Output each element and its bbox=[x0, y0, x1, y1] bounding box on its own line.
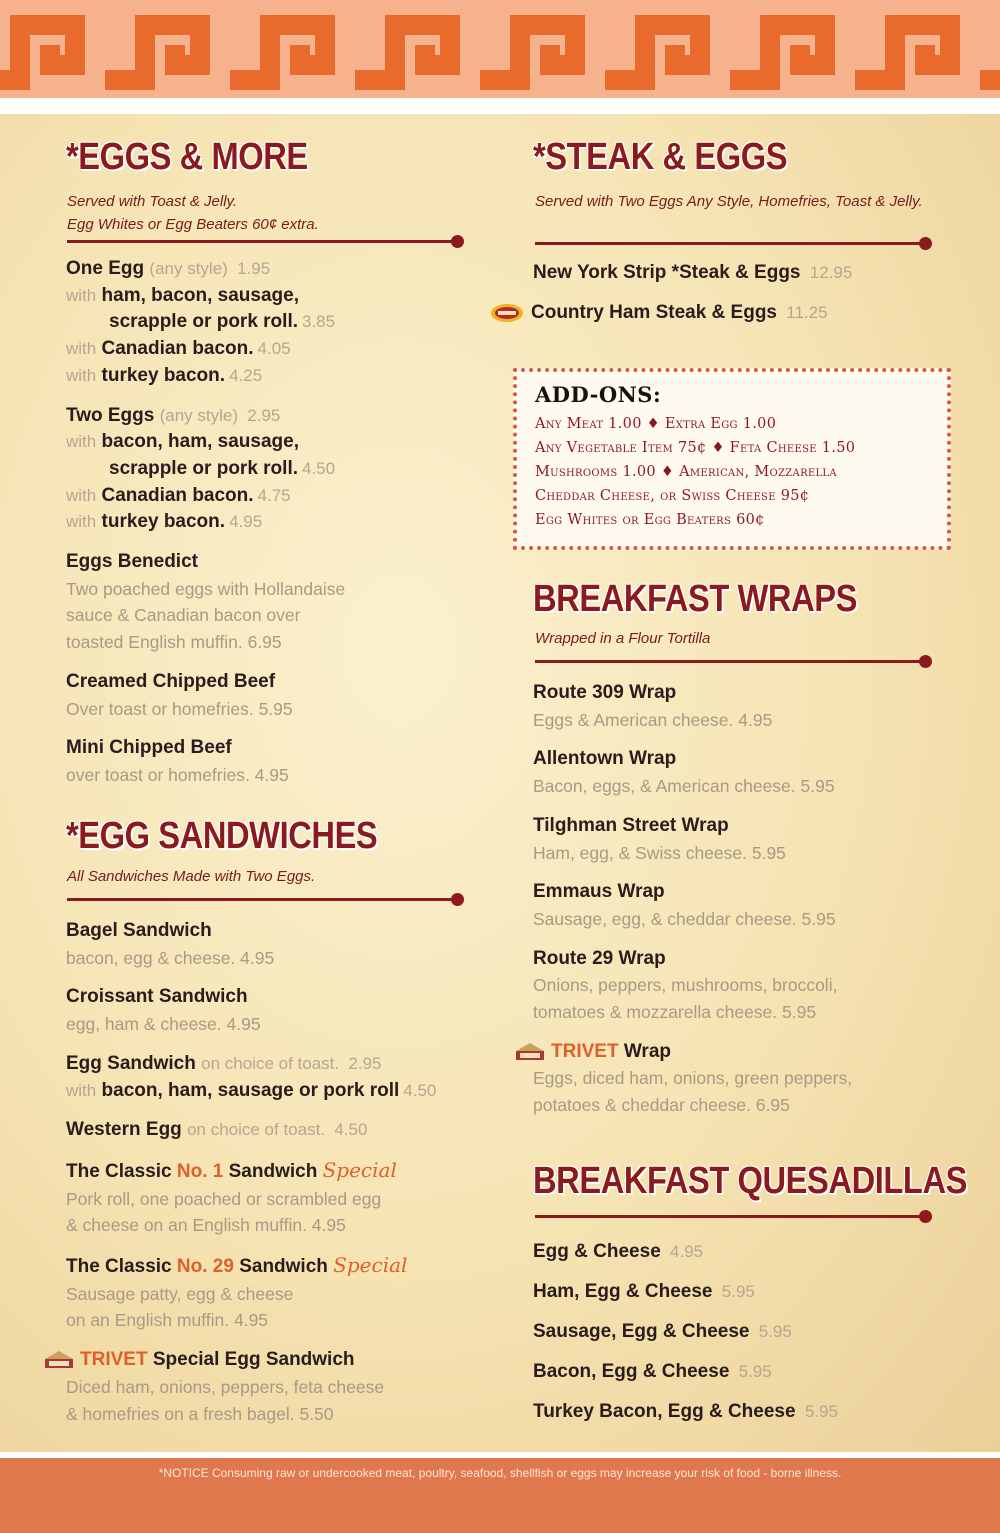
option-text: bacon, ham, sausage, bbox=[101, 431, 299, 453]
item-name-suffix: Sandwich bbox=[228, 1160, 318, 1182]
item-description: & homefries on a fresh bagel. 5.50 bbox=[66, 1403, 334, 1424]
item-option bbox=[66, 309, 345, 336]
add-on-line: Cheddar Cheese, or Swiss Cheese 95¢ bbox=[535, 488, 810, 504]
spacer bbox=[66, 971, 436, 984]
item-description: Two poached eggs with Hollandaise bbox=[66, 578, 346, 599]
food-safety-notice: *NOTICE Consuming raw or undercooked meat, poultry, seafood, shellfish or eggs may increase your risk of food - borne illness. bbox=[158, 1466, 842, 1480]
spacer bbox=[66, 656, 345, 669]
section-subtitle-steak-eggs: Served with Two Eggs Any Style, Homefries, Toast & Jelly. bbox=[535, 193, 923, 210]
item-description: Onions, peppers, mushrooms, broccoli, bbox=[533, 975, 838, 996]
menu-item-trivet-special-egg-sandwich bbox=[42, 1347, 436, 1374]
add-ons-box bbox=[513, 368, 951, 550]
menu-item-bagel-sandwich: Bagel Sandwich bbox=[66, 920, 212, 941]
trivet-brand: TRIVET bbox=[80, 1349, 148, 1371]
item-description: Sausage, egg, & cheddar cheese. 5.95 bbox=[533, 908, 836, 929]
item-option bbox=[66, 509, 345, 536]
spacer bbox=[66, 1144, 436, 1157]
add-on-line: Any Meat 1.00 ♦ Extra Egg 1.00 bbox=[535, 416, 777, 432]
section-title-eggs-more: *EGGS & MORE bbox=[66, 136, 308, 178]
spacer bbox=[533, 733, 852, 746]
with-label: with bbox=[66, 432, 97, 452]
item-name: Egg & Cheese bbox=[533, 1241, 661, 1262]
option-price: 4.50 bbox=[403, 1080, 437, 1100]
section-rule bbox=[67, 898, 457, 901]
menu-item-route-29-wrap: Route 29 Wrap bbox=[533, 947, 666, 969]
option-text: Canadian bacon. bbox=[101, 484, 254, 506]
item-name: Turkey Bacon, Egg & Cheese bbox=[533, 1401, 796, 1422]
menu-item-quesadilla bbox=[533, 1352, 838, 1392]
option-price: 4.25 bbox=[229, 365, 263, 385]
item-note: on choice of toast. bbox=[201, 1053, 340, 1073]
wrap-items bbox=[533, 680, 852, 1119]
item-description: potatoes & cheddar cheese. 6.95 bbox=[533, 1095, 790, 1116]
spacer bbox=[533, 1026, 852, 1039]
menu-item-eggs-benedict: Eggs Benedict bbox=[66, 551, 198, 573]
menu-item-route-309-wrap: Route 309 Wrap bbox=[533, 682, 677, 703]
hatfield-logo-icon bbox=[487, 302, 527, 324]
spacer bbox=[66, 722, 345, 735]
menu-item-classic-no29 bbox=[66, 1252, 436, 1281]
menu-item-croissant-sandwich: Croissant Sandwich bbox=[66, 986, 248, 1008]
spacer bbox=[533, 933, 852, 946]
item-name: Egg Sandwich bbox=[66, 1052, 196, 1074]
item-description: Pork roll, one poached or scrambled egg bbox=[66, 1188, 382, 1209]
item-description: sauce & Canadian bacon over bbox=[66, 605, 301, 626]
spacer bbox=[66, 1334, 436, 1347]
item-price: 11.25 bbox=[786, 302, 828, 322]
menu-item-country-ham bbox=[487, 300, 852, 327]
item-name: Ham, Egg & Cheese bbox=[533, 1281, 713, 1302]
add-on-line: Any Vegetable Item 75¢ ♦ Feta Cheese 1.50 bbox=[535, 440, 856, 456]
greek-key-pattern-icon bbox=[0, 0, 1000, 98]
menu-item-mini-chipped-beef: Mini Chipped Beef bbox=[66, 737, 232, 759]
item-description: Eggs, diced ham, onions, green peppers, bbox=[533, 1068, 853, 1089]
quesadilla-items bbox=[533, 1232, 838, 1432]
item-price: 2.95 bbox=[348, 1053, 382, 1073]
menu-item-quesadilla bbox=[533, 1392, 838, 1432]
item-option bbox=[66, 456, 345, 483]
egg-sandwich-items bbox=[66, 918, 436, 1427]
menu-item-allentown-wrap: Allentown Wrap bbox=[533, 748, 677, 770]
item-price: 4.95 bbox=[670, 1242, 704, 1261]
menu-item-quesadilla bbox=[533, 1272, 838, 1312]
section-subtitle-wraps: Wrapped in a Flour Tortilla bbox=[535, 630, 711, 647]
trivet-brand: TRIVET bbox=[551, 1040, 619, 1062]
item-name: The Classic bbox=[66, 1160, 172, 1182]
item-note: on choice of toast. bbox=[187, 1120, 326, 1140]
menu-item-emmaus-wrap: Emmaus Wrap bbox=[533, 881, 665, 903]
item-price: 5.95 bbox=[758, 1322, 792, 1341]
option-text: turkey bacon. bbox=[101, 364, 226, 386]
add-on-line: Egg Whites or Egg Beaters 60¢ bbox=[535, 512, 765, 528]
spacer bbox=[533, 287, 852, 300]
option-price: 4.75 bbox=[257, 485, 291, 505]
item-note: (any style) bbox=[149, 259, 228, 278]
special-tag: Special bbox=[322, 1157, 397, 1182]
item-name: Bacon, Egg & Cheese bbox=[533, 1361, 730, 1382]
item-description: Eggs & American cheese. 4.95 bbox=[533, 709, 773, 730]
item-note: (any style) bbox=[159, 405, 239, 425]
item-price: 12.95 bbox=[809, 263, 853, 282]
eggs-more-items bbox=[66, 256, 345, 789]
menu-item-ny-strip bbox=[533, 260, 852, 287]
spacer bbox=[66, 1038, 436, 1051]
spacer bbox=[66, 1239, 436, 1252]
item-price: 1.95 bbox=[237, 259, 271, 278]
item-number: No. 29 bbox=[176, 1256, 234, 1278]
option-price: 3.85 bbox=[302, 312, 336, 332]
add-ons-title: ADD-ONS: bbox=[535, 382, 662, 407]
menu-item-egg-sandwich bbox=[66, 1051, 436, 1078]
section-subtitle-eggs-more bbox=[67, 190, 319, 236]
item-price: 5.95 bbox=[804, 1402, 838, 1421]
option-text: ham, bacon, sausage, bbox=[101, 284, 299, 306]
item-number: No. 1 bbox=[176, 1160, 224, 1182]
with-label: with bbox=[66, 1080, 97, 1100]
item-description: Ham, egg, & Swiss cheese. 5.95 bbox=[533, 842, 786, 863]
menu-item-tilghman-street-wrap: Tilghman Street Wrap bbox=[533, 814, 729, 836]
item-name: Country Ham Steak & Eggs bbox=[531, 301, 777, 323]
item-option bbox=[66, 483, 345, 510]
with-label: with bbox=[66, 339, 97, 359]
section-rule bbox=[535, 660, 925, 663]
item-description: & cheese on an English muffin. 4.95 bbox=[66, 1215, 346, 1236]
option-text: scrapple or pork roll. bbox=[109, 457, 298, 479]
item-name: New York Strip *Steak & Eggs bbox=[533, 262, 801, 283]
section-rule bbox=[67, 240, 457, 243]
item-description: bacon, egg & cheese. 4.95 bbox=[66, 947, 275, 968]
subtitle-line: Egg Whites or Egg Beaters 60¢ extra. bbox=[67, 216, 319, 233]
menu-item-quesadilla bbox=[533, 1232, 838, 1272]
option-price: 4.50 bbox=[302, 458, 336, 478]
spacer bbox=[66, 1104, 436, 1117]
menu-item-classic-no1 bbox=[66, 1157, 436, 1186]
special-tag: Special bbox=[333, 1253, 408, 1278]
section-title-breakfast-quesadillas: BREAKFAST QUESADILLAS bbox=[533, 1160, 967, 1202]
item-price: 2.95 bbox=[247, 405, 281, 425]
section-title-egg-sandwiches: *EGG SANDWICHES bbox=[66, 815, 378, 857]
menu-item-trivet-wrap bbox=[513, 1039, 852, 1066]
item-description: egg, ham & cheese. 4.95 bbox=[66, 1014, 261, 1035]
section-rule bbox=[535, 242, 925, 245]
item-name: Two Eggs bbox=[66, 404, 155, 426]
option-price: 4.05 bbox=[257, 339, 291, 359]
item-price: 5.95 bbox=[738, 1362, 772, 1381]
subtitle-line: Served with Toast & Jelly. bbox=[67, 193, 238, 210]
item-name: The Classic bbox=[66, 1256, 172, 1278]
item-description: over toast or homefries. 4.95 bbox=[66, 764, 289, 785]
item-description: Diced ham, onions, peppers, feta cheese bbox=[66, 1376, 385, 1397]
option-text: bacon, ham, sausage or pork roll bbox=[101, 1079, 400, 1101]
section-rule bbox=[535, 1215, 925, 1218]
section-subtitle-egg-sandwiches: All Sandwiches Made with Two Eggs. bbox=[67, 868, 316, 885]
item-name: Western Egg bbox=[66, 1119, 182, 1141]
option-text: turkey bacon. bbox=[101, 511, 226, 533]
item-description: Sausage patty, egg & cheese bbox=[66, 1283, 294, 1304]
menu-item-two-eggs bbox=[66, 403, 345, 430]
option-text: Canadian bacon. bbox=[101, 338, 254, 360]
item-price: 4.50 bbox=[334, 1120, 368, 1140]
option-text: scrapple or pork roll. bbox=[109, 311, 298, 333]
menu-item-western-egg bbox=[66, 1117, 436, 1144]
menu-item-creamed-chipped-beef: Creamed Chipped Beef bbox=[66, 670, 276, 692]
banner-divider bbox=[0, 98, 1000, 114]
section-title-breakfast-wraps: BREAKFAST WRAPS bbox=[533, 578, 857, 620]
spacer bbox=[533, 866, 852, 879]
item-name: Wrap bbox=[623, 1040, 672, 1062]
trivet-logo-icon bbox=[42, 1349, 76, 1371]
with-label: with bbox=[66, 485, 97, 505]
item-option bbox=[66, 336, 345, 363]
item-name: One Egg bbox=[66, 258, 145, 279]
item-option bbox=[66, 363, 345, 390]
item-option bbox=[66, 283, 345, 310]
item-description: toasted English muffin. 6.95 bbox=[66, 632, 282, 653]
item-option bbox=[66, 429, 345, 456]
greek-key-banner bbox=[0, 0, 1000, 98]
with-label: with bbox=[66, 512, 97, 532]
item-name: Sausage, Egg & Cheese bbox=[533, 1321, 750, 1342]
item-description: on an English muffin. 4.95 bbox=[66, 1310, 269, 1331]
item-name-suffix: Sandwich bbox=[239, 1256, 328, 1278]
add-on-line: Mushrooms 1.00 ♦ American, Mozzarella bbox=[535, 464, 837, 480]
item-option bbox=[66, 1078, 436, 1105]
item-description: tomatoes & mozzarella cheese. 5.95 bbox=[533, 1002, 817, 1023]
option-price: 4.95 bbox=[229, 512, 263, 532]
trivet-logo-icon bbox=[513, 1041, 547, 1063]
item-description: Bacon, eggs, & American cheese. 5.95 bbox=[533, 776, 835, 797]
menu-item-quesadilla bbox=[533, 1312, 838, 1352]
menu-item-one-egg bbox=[66, 256, 345, 283]
item-name: Special Egg Sandwich bbox=[152, 1349, 355, 1371]
with-label: with bbox=[66, 365, 97, 385]
spacer bbox=[533, 800, 852, 813]
item-price: 5.95 bbox=[721, 1282, 755, 1301]
steak-eggs-items bbox=[533, 260, 852, 326]
item-description: Over toast or homefries. 5.95 bbox=[66, 698, 293, 719]
with-label: with bbox=[66, 285, 97, 305]
section-title-steak-eggs: *STEAK & EGGS bbox=[533, 136, 788, 178]
spacer bbox=[66, 390, 345, 403]
spacer bbox=[66, 536, 345, 549]
